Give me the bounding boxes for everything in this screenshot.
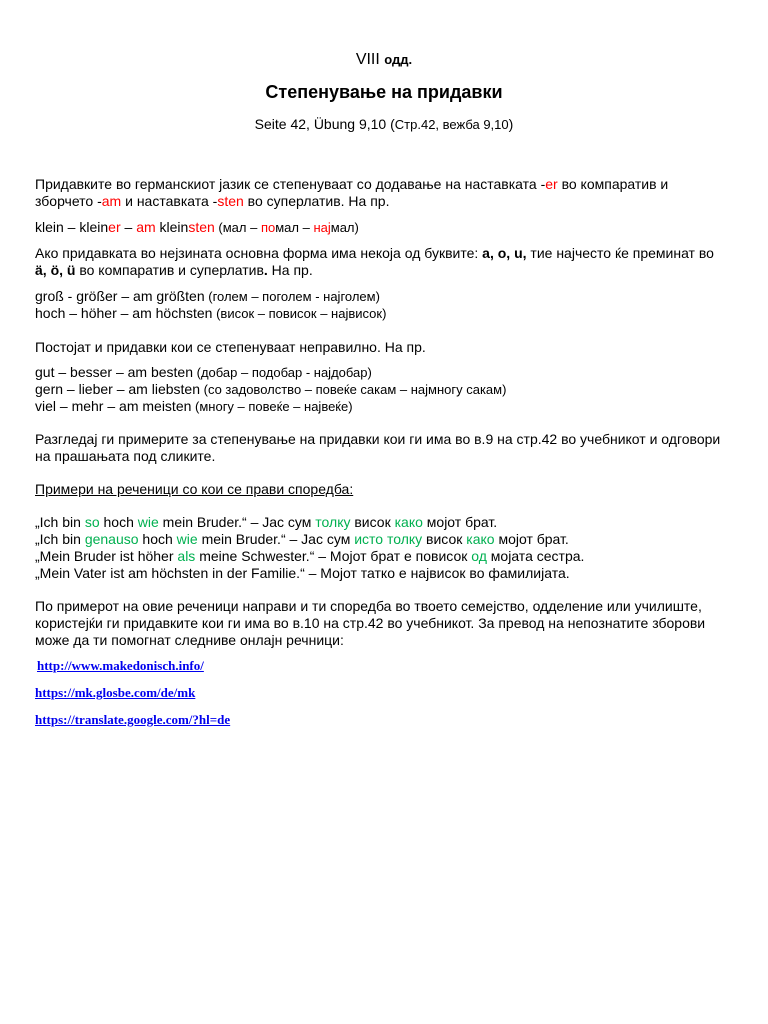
class-heading	[0, 51, 768, 69]
umlaut-text-3: во компаратив и суперлатив	[75, 262, 264, 278]
umlaut-example-row	[35, 305, 740, 322]
irregular-example-de: gut – besser – am besten	[35, 364, 193, 380]
klein-text-a: klein – klein	[35, 219, 109, 235]
sentence-text: мојот брат.	[494, 531, 569, 547]
source-de: Seite 42, Übung 9,10	[254, 116, 387, 132]
umlaut-examples	[35, 288, 740, 322]
intro-text-5: во суперлатив. На пр.	[243, 193, 390, 209]
umlaut-example-row	[35, 288, 740, 305]
link-row-makedonisch	[37, 657, 742, 674]
class-label: одд.	[384, 52, 413, 67]
sentence-highlight: од	[471, 548, 487, 564]
source-mk: Стр.42, вежба 9,10	[394, 117, 509, 132]
klein-text-f: мал)	[330, 220, 359, 235]
comparison-heading-text: Примери на реченици со кои се прави споредба:	[35, 481, 354, 497]
umlaut-text-1: Ако придавката во нејзината основна форма има некоја од буквите:	[35, 245, 483, 261]
sentence-text: „Ich bin	[35, 531, 85, 547]
sentence-text: hoch	[99, 514, 138, 530]
irregular-intro: Постојат и придавки кои се степенуваат неправилно. На пр.	[35, 339, 426, 355]
task-line-2: користејќи ги придавките кои ги има во в.10 на стр.42 во учебникот. За превод на непознатите зборови	[35, 615, 706, 631]
sentence-highlight: исто толку	[354, 531, 423, 547]
class-roman: VIII	[355, 51, 380, 68]
word-am: am	[101, 193, 122, 209]
link-google-translate[interactable]: https://translate.google.com/?hl=de	[35, 712, 231, 727]
page-title: Степенување на придавки	[265, 82, 503, 102]
umlaut-text-4: На пр.	[267, 262, 313, 278]
sentence-text: mein Bruder.“ – Јас сум	[197, 531, 355, 547]
suffix-sten: sten	[217, 193, 244, 209]
sentence-row	[35, 565, 740, 582]
sentence-text: мојот брат.	[422, 514, 498, 530]
sentence-text: „Mein Bruder ist höher	[35, 548, 178, 564]
intro-paragraph	[35, 176, 740, 210]
sentence-highlight: како	[394, 514, 423, 530]
klein-po: по	[260, 220, 276, 235]
intro-text-4: и наставката -	[121, 193, 218, 209]
comparison-sentences	[35, 514, 740, 582]
umlaut-line-2	[35, 262, 740, 279]
intro-line-2	[35, 193, 740, 210]
sentence-highlight: so	[84, 514, 100, 530]
sentence-highlight: genauso	[84, 531, 139, 547]
irregular-example-mk: (со задоволство – повеќе сакам – најмногу сакам)	[200, 382, 507, 397]
sentence-text: висок	[350, 514, 395, 530]
irregular-example-de: gern – lieber – am liebsten	[35, 381, 200, 397]
umlaut-dot: .	[263, 262, 268, 278]
sentence-highlight: als	[177, 548, 196, 564]
sentence-text: мојата сестра.	[486, 548, 585, 564]
sentence-text: „Ich bin	[35, 514, 85, 530]
task-paragraph	[35, 598, 740, 649]
sentence-row	[35, 514, 740, 531]
intro-line-1	[35, 176, 740, 193]
umlaut-line-1	[35, 245, 740, 262]
umlaut-letters-2: ä, ö, ü	[35, 262, 76, 278]
umlaut-paragraph	[35, 245, 740, 279]
intro-text-3: зборчето -	[35, 193, 102, 209]
sentence-text: hoch	[138, 531, 177, 547]
umlaut-example-mk: (голем – поголем - најголем)	[204, 289, 380, 304]
task-line-3: може да ти помогнат следниве онлајн речници:	[35, 632, 344, 648]
link-makedonisch[interactable]: http://www.makedonisch.info/	[37, 658, 204, 673]
sentence-highlight: wie	[176, 531, 198, 547]
sentence-text: висок	[422, 531, 467, 547]
klein-text-d: (мал –	[214, 220, 261, 235]
look-line-1: Разгледај ги примерите за степенување на придавки кои ги има во в.9 на стр.42 во учебникот и одговори	[35, 431, 721, 447]
link-row-glosbe	[35, 684, 740, 701]
klein-text-e: мал –	[275, 220, 314, 235]
comparison-heading	[35, 481, 740, 498]
sentence-row	[35, 531, 740, 548]
example-klein-line	[35, 219, 740, 236]
sentence-row	[35, 548, 740, 565]
task-line-1: По примерот на овие реченици направи и ти споредба во твоето семејство, одделение или училиште,	[35, 598, 702, 614]
source-reference	[0, 116, 768, 132]
example-klein	[35, 219, 740, 236]
sentence-text: meine Schwester.“ – Мојот брат е повисок	[195, 548, 472, 564]
klein-sten: sten	[188, 219, 215, 235]
umlaut-text-2: тие најчесто ќе преминат во	[526, 245, 714, 261]
sentence-text: „Mein Vater ist am höchsten in der Familie.“ – Мојот татко е највисок во фамилијата.	[35, 565, 570, 581]
look-paragraph	[35, 431, 740, 465]
irregular-example-row	[35, 398, 740, 415]
umlaut-example-mk: (висок – повисок – највисок)	[212, 306, 387, 321]
klein-text-c: klein	[155, 219, 189, 235]
suffix-er: er	[545, 176, 558, 192]
irregular-example-row	[35, 381, 740, 398]
intro-text-1: Придавките во германскиот јазик се степенуваат со додавање на наставката -	[35, 176, 546, 192]
source-mk-open: (	[390, 116, 395, 132]
irregular-examples	[35, 364, 740, 415]
irregular-example-mk: (добар – подобар - најдобар)	[193, 365, 372, 380]
irregular-example-de: viel – mehr – am meisten	[35, 398, 192, 414]
klein-am: am	[136, 219, 156, 235]
umlaut-letters-1: a, o, u,	[482, 245, 527, 261]
look-line-2: на прашањата под сликите.	[35, 448, 216, 464]
umlaut-example-de: hoch – höher – am höchsten	[35, 305, 213, 321]
sentence-highlight: wie	[137, 514, 159, 530]
umlaut-example-de: groß - größer – am größten	[35, 288, 205, 304]
klein-naj: нај	[313, 220, 331, 235]
intro-text-2: во компаратив и	[557, 176, 669, 192]
klein-er: er	[108, 219, 121, 235]
sentence-text: mein Bruder.“ – Јас сум	[158, 514, 316, 530]
sentence-highlight: како	[466, 531, 495, 547]
irregular-example-row	[35, 364, 740, 381]
irregular-example-mk: (многу – повеќе – највеќе)	[191, 399, 353, 414]
link-glosbe[interactable]: https://mk.glosbe.com/de/mk	[35, 685, 196, 700]
sentence-highlight: толку	[315, 514, 351, 530]
source-mk-close: )	[508, 116, 514, 132]
link-row-google-translate	[35, 711, 740, 728]
klein-text-b: –	[120, 219, 137, 235]
